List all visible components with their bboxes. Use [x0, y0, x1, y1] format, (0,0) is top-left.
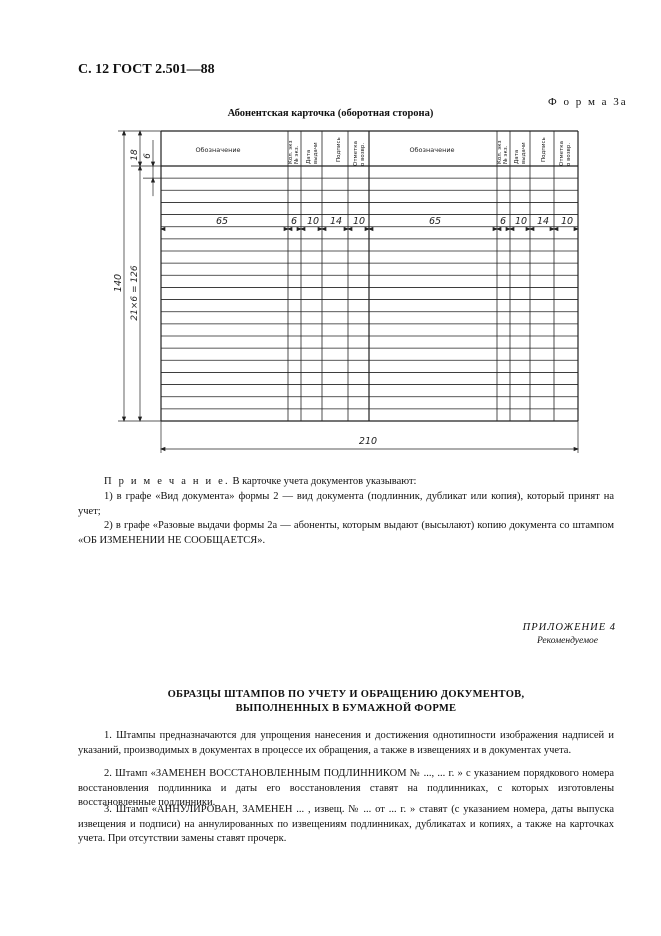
appendix-label: ПРИЛОЖЕНИЕ 4	[522, 622, 616, 633]
col-qty-left-2: № экз.	[294, 145, 300, 164]
section-paragraph-3: 3. Штамп «АННУЛИРОВАН, ЗАМЕНЕН ... , извещ. № ... от ... г. » ставят (с указанием номера, даты выпуска извещения и подписи) на аннулированных по извещениям подлинниках, дубликатах и копиях, а также на карточках учета. При отсутствии замены ставят прочерк.	[78, 804, 614, 844]
col-qty-right-2: № экз.	[503, 145, 509, 164]
form-number: Ф о р м а 3а	[548, 96, 628, 108]
dim-arrow	[497, 227, 501, 230]
dim-total-width: 210	[358, 436, 378, 447]
dim-arrow	[161, 227, 165, 230]
dim-date-right: 10	[514, 216, 528, 227]
section-title	[78, 688, 614, 716]
dim-qty-left: 6	[290, 216, 298, 227]
note-intro	[104, 475, 614, 490]
dim-arrow	[138, 417, 141, 421]
dim-return-left: 10	[352, 216, 366, 227]
dim-arrow	[151, 178, 154, 182]
col-designation-left: Обозначение	[195, 146, 241, 154]
dim-arrow	[322, 227, 326, 230]
col-sign-left: Подпись	[336, 137, 342, 162]
col-date-right-1: Дата	[514, 149, 520, 164]
dim-body-height: 21×6 = 126	[130, 265, 140, 321]
dim-arrow	[122, 417, 125, 421]
dim-arrow	[138, 131, 141, 135]
col-sign-right: Подпись	[541, 137, 547, 162]
col-qty-left-1: Кол. экз	[288, 140, 294, 164]
col-date-right-2: выдачи	[521, 142, 527, 164]
dim-arrow	[301, 227, 305, 230]
dim-arrow	[122, 131, 125, 135]
section-paragraph-1: 1. Штампы предназначаются для упрощения нанесения и достижения однотипности изображения надписей и указаний, производимых в документах в процессе их обращения, а также в извещениях и в документах учета.	[78, 730, 614, 756]
col-return-left-2: о возвр.	[360, 142, 366, 166]
note-intro-text: В карточке учета документов указывают:	[229, 476, 417, 487]
dim-qty-right: 6	[499, 216, 507, 227]
section-paragraph-2: 2. Штамп «ЗАМЕНЕН ВОССТАНОВЛЕННЫМ ПОДЛИННИКОМ № ..., ... г. » с указанием порядкового номера восстановления подлинника и даты его восстановления ставят на подлинниках, с которых изготовлены восстановленные подлинники.	[78, 768, 614, 808]
dim-arrow	[161, 447, 165, 450]
dim-total-height: 140	[113, 273, 124, 293]
dim-header-height: 18	[130, 149, 140, 161]
dim-row-height: 6	[143, 153, 153, 159]
dim-designation-right: 65	[428, 216, 442, 227]
note-item-2: 2) в графе «Разовые выдачи формы 2а — абоненты, которым выдают (высылают) копию документа со штампом «ОБ ИЗМЕНЕНИИ НЕ СООБЩАЕТСЯ».	[78, 520, 614, 546]
col-return-right-2: о возвр.	[566, 142, 572, 166]
dim-sign-right: 14	[536, 216, 550, 227]
col-return-left-1: Отметка	[353, 141, 359, 166]
col-return-right-1: Отметка	[559, 141, 565, 166]
dim-arrow	[288, 227, 292, 230]
col-date-left-1: Дата	[306, 149, 312, 164]
note-item-1: 1) в графе «Вид документа» формы 2 — вид документа (подлинник, дубликат или копия), который принят на учет;	[78, 491, 614, 517]
col-designation-right: Обозначение	[409, 146, 455, 154]
col-qty-right-1: Кол. экз	[497, 140, 503, 164]
card-title: Абонентская карточка (оборотная сторона)	[227, 108, 434, 119]
dim-arrow	[138, 166, 141, 170]
section-title-line-2: ВЫПОЛНЕННЫХ В БУМАЖНОЙ ФОРМЕ	[235, 703, 457, 714]
appendix-status: Рекомендуемое	[536, 636, 598, 646]
dim-return-right: 10	[560, 216, 574, 227]
dim-designation-left: 65	[215, 216, 229, 227]
dim-arrow	[574, 447, 578, 450]
dim-arrow	[510, 227, 514, 230]
dim-arrow	[530, 227, 534, 230]
dim-arrow	[151, 162, 154, 166]
section-title-line-1: ОБРАЗЦЫ ШТАМПОВ ПО УЧЕТУ И ОБРАЩЕНИЮ ДОКУМЕНТОВ,	[167, 689, 525, 700]
page-header: С. 12 ГОСТ 2.501—88	[78, 62, 215, 77]
dim-arrow	[554, 227, 558, 230]
dim-sign-left: 14	[329, 216, 343, 227]
dim-arrow	[348, 227, 352, 230]
note-title: П р и м е ч а н и е.	[104, 476, 230, 487]
dim-date-left: 10	[306, 216, 320, 227]
col-date-left-2: выдачи	[313, 142, 319, 164]
